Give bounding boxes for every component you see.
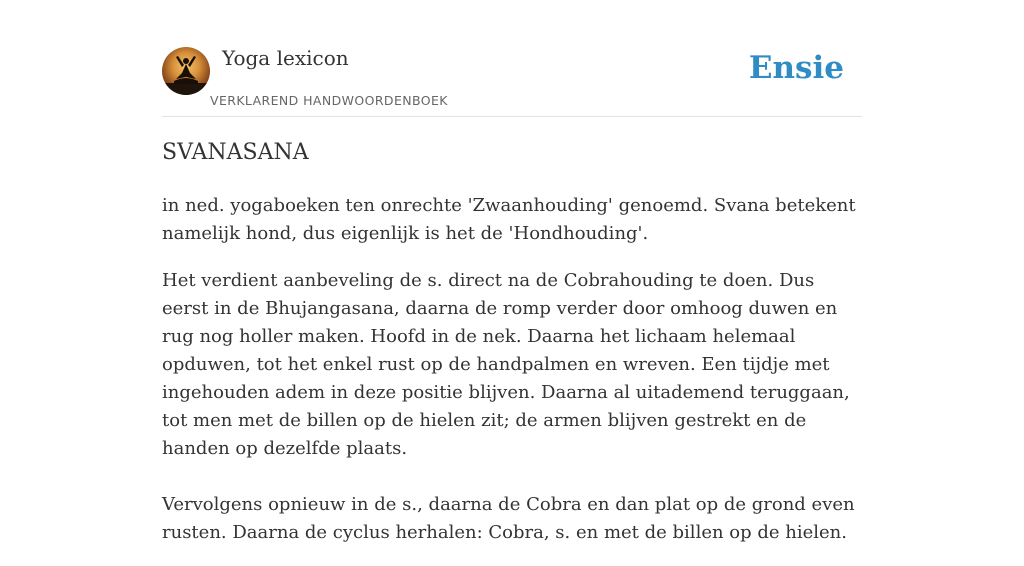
site-title-link[interactable]: Yoga lexicon — [222, 46, 349, 70]
site-subtitle: VERKLAREND HANDWOORDENBOEK — [210, 93, 448, 108]
entry-content — [162, 192, 862, 566]
entry-paragraph: in ned. yogaboeken ten onrechte 'Zwaanhouding' genoemd. Svana betekent namelijk hond, dus eigenlijk is het de 'Hondhouding'. — [162, 195, 856, 244]
meditation-avatar-icon[interactable] — [162, 47, 210, 95]
entry-paragraph: Het verdient aanbeveling de s. direct na de Cobrahouding te doen. Dus eerst in de Bhujangasana, daarna de romp verder door omhoog duwen en rug nog holler maken. Hoofd in de nek. Daarna het lichaam helemaal opduwen, tot het enkel rust op de handpalmen en wreven. Een tijdje met ingehouden adem in deze positie blijven. Daarna al uitademend teruggaan, tot men met de billen op de hielen zit; de armen blijven gestrekt en de handen op dezelfde plaats. — [162, 270, 850, 459]
entry-title: SVANASANA — [162, 140, 309, 165]
ensie-logo-link[interactable]: Ensie — [748, 50, 844, 86]
site-header — [162, 40, 862, 117]
entry-paragraph: Vervolgens opnieuw in de s., daarna de Cobra en dan plat op de grond even rusten. Daarna de cyclus herhalen: Cobra, s. en met de billen op de hielen. — [162, 494, 855, 543]
